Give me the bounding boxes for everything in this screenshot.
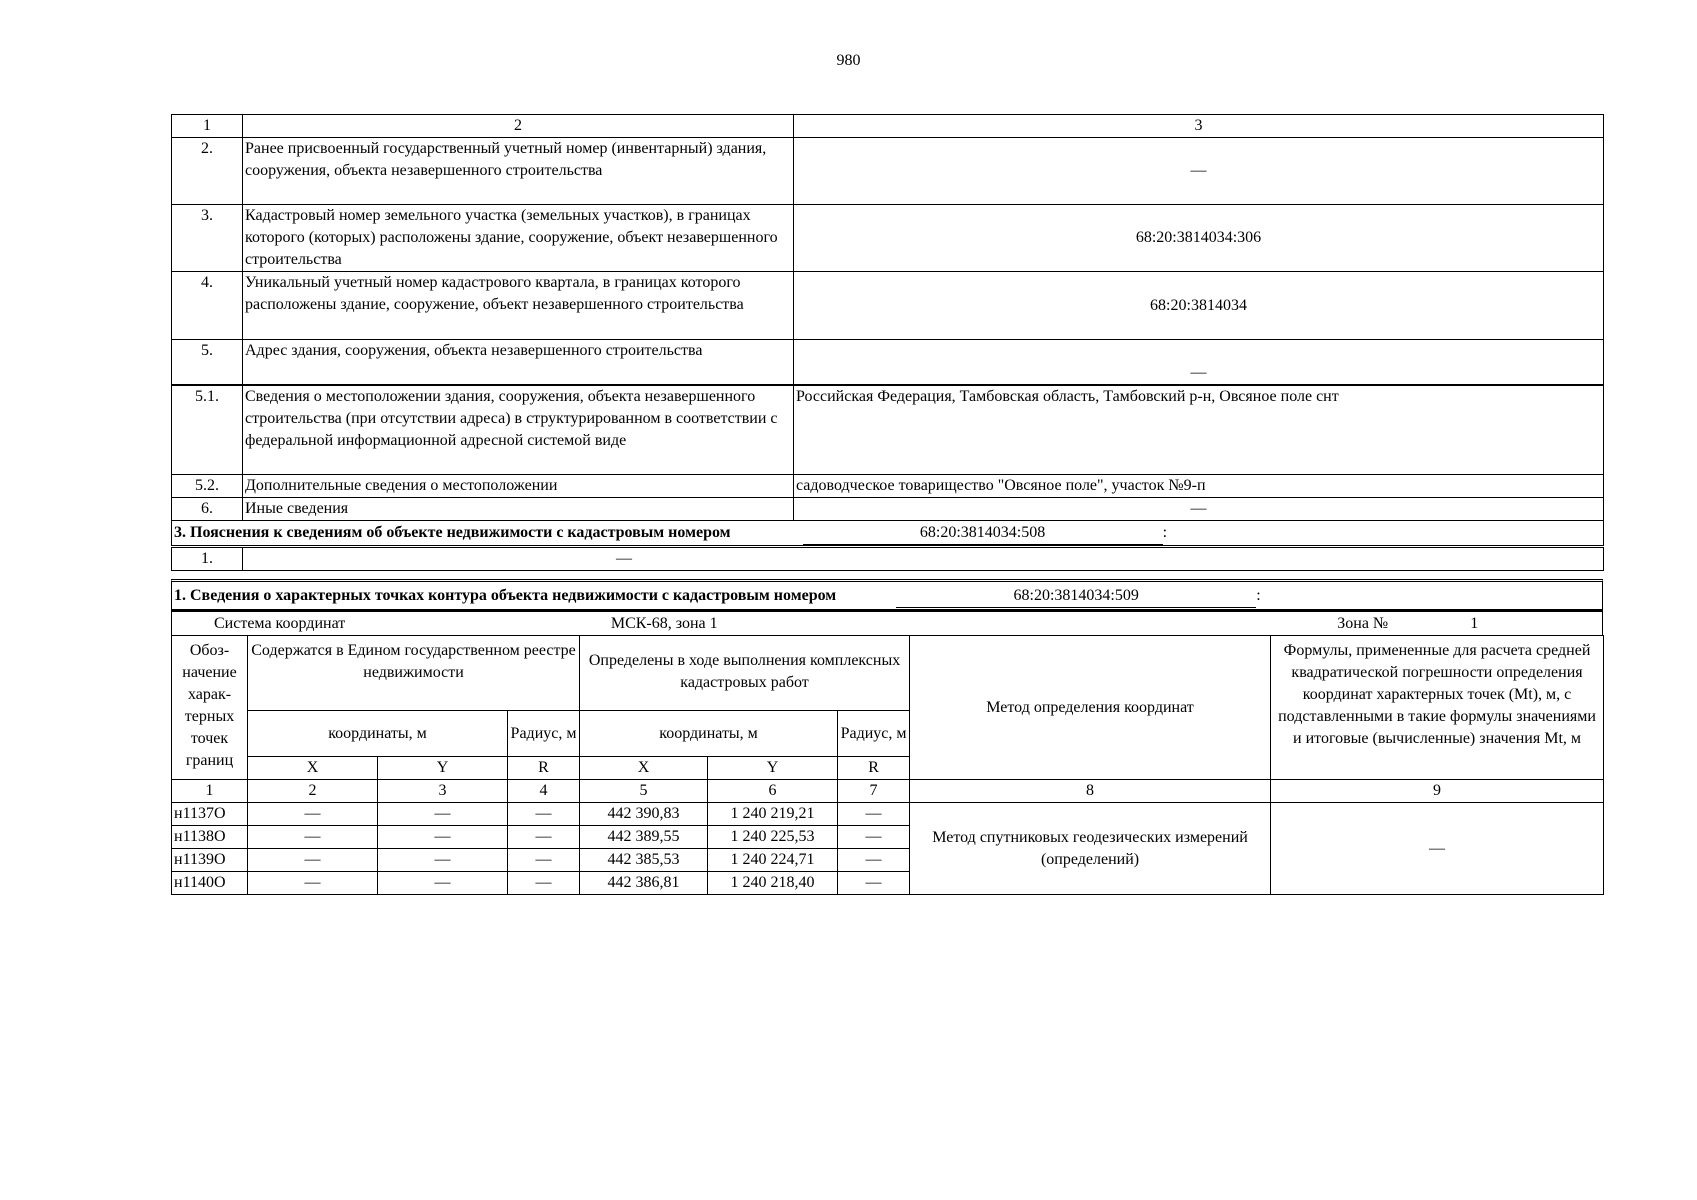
col-number: 9 — [1271, 780, 1604, 803]
complex-r: — — [838, 872, 910, 895]
header-complex-radius: Радиус, м — [838, 711, 910, 757]
header-egrn: Содержатся в Едином государственном реестре недвижимости — [248, 636, 580, 711]
col-number: 4 — [508, 780, 580, 803]
table-row — [172, 138, 1604, 205]
egrn-y: — — [378, 849, 508, 872]
header-complex-y: Y — [708, 757, 838, 780]
row-value: Российская Федерация, Тамбовская область, Тамбовский р-н, Овсяное поле снт — [794, 385, 1604, 475]
complex-x: 442 389,55 — [580, 826, 708, 849]
section1-colon: : — [1256, 587, 1261, 604]
row-label: Адрес здания, сооружения, объекта незавершенного строительства — [243, 340, 794, 385]
col-number: 2 — [248, 780, 378, 803]
page-number: 980 — [836, 52, 861, 69]
col-number: 3 — [378, 780, 508, 803]
row-number: 3. — [172, 205, 243, 272]
complex-r: — — [838, 849, 910, 872]
header-egrn-coords: координаты, м — [248, 711, 508, 757]
method-value: Метод спутниковых геодезических измерений (определений) — [910, 803, 1271, 895]
section1-title: 1. Сведения о характерных точках контура объекта недвижимости с кадастровым номером — [174, 587, 837, 604]
egrn-r: — — [508, 803, 580, 826]
egrn-x: — — [248, 803, 378, 826]
row-value: — — [243, 547, 1604, 571]
row-number: 6. — [172, 498, 243, 521]
table-row — [172, 272, 1604, 340]
row-number: 4. — [172, 272, 243, 340]
col-header-1: 1 — [172, 115, 243, 138]
section3-header-row — [172, 521, 1604, 547]
egrn-x: — — [248, 872, 378, 895]
table-header-row — [172, 115, 1604, 138]
table-row — [172, 803, 1604, 826]
col-number: 1 — [172, 780, 248, 803]
complex-y: 1 240 219,21 — [708, 803, 838, 826]
coord-system-value: МСК-68, зона 1 — [351, 613, 977, 636]
row-number: 5.2. — [172, 475, 243, 498]
object-details-table — [171, 114, 1604, 571]
header-complex-coords: координаты, м — [580, 711, 838, 757]
row-number: 1. — [172, 547, 243, 571]
header-complex-x: X — [580, 757, 708, 780]
egrn-y: — — [378, 872, 508, 895]
col-number: 5 — [580, 780, 708, 803]
boundary-points-table — [171, 635, 1604, 895]
header-egrn-radius: Радиус, м — [508, 711, 580, 757]
col-header-2: 2 — [243, 115, 794, 138]
coord-system-label: Система координат — [214, 615, 346, 632]
section3-header — [172, 521, 1604, 547]
row-value: — — [794, 498, 1604, 521]
table-row — [172, 205, 1604, 272]
header-method: Метод определения координат — [910, 636, 1271, 780]
row-value: 68:20:3814034:306 — [794, 205, 1604, 272]
header-designation: Обоз-начение харак-терных точек границ — [172, 636, 248, 780]
egrn-r: — — [508, 826, 580, 849]
row-value: — — [794, 340, 1604, 385]
row-value: — — [794, 138, 1604, 205]
egrn-y: — — [378, 826, 508, 849]
table-row — [172, 340, 1604, 385]
egrn-y: — — [378, 803, 508, 826]
coordinate-system-row — [171, 610, 1603, 636]
zone-label: Зона № — [1337, 615, 1389, 632]
header-egrn-x: X — [248, 757, 378, 780]
row-number: 5.1. — [172, 385, 243, 475]
complex-r: — — [838, 826, 910, 849]
column-number-row — [172, 780, 1604, 803]
section3-cadastral-number: 68:20:3814034:508 — [803, 522, 1163, 545]
col-number: 7 — [838, 780, 910, 803]
header-egrn-y: Y — [378, 757, 508, 780]
header-complex-r: R — [838, 757, 910, 780]
header-complex: Определены в ходе выполнения комплексных кадастровых работ — [580, 636, 910, 711]
row-label: Сведения о местоположении здания, сооружения, объекта незавершенного строительства (при отсутствии адреса) в структурированном в соответствии с федеральной информационной адресной системой виде — [243, 385, 794, 475]
point-id: н1140О — [172, 872, 248, 895]
complex-y: 1 240 225,53 — [708, 826, 838, 849]
header-formula: Формулы, примененные для расчета средней квадратической погрешности определения координат характерных точек (Mt), м, с подставленными в такие формулы значениями и итоговые (вычисленные) значения Mt, м — [1271, 636, 1604, 780]
row-label: Уникальный учетный номер кадастрового квартала, в границах которого расположены здание, сооружение, объект незавершенного строительства — [243, 272, 794, 340]
egrn-r: — — [508, 872, 580, 895]
col-number: 8 — [910, 780, 1271, 803]
col-header-3: 3 — [794, 115, 1604, 138]
col-number: 6 — [708, 780, 838, 803]
section3-colon: : — [1162, 523, 1168, 541]
section1-cadastral-number: 68:20:3814034:509 — [896, 585, 1256, 608]
complex-y: 1 240 218,40 — [708, 872, 838, 895]
row-number: 2. — [172, 138, 243, 205]
row-label: Дополнительные сведения о местоположении — [243, 475, 794, 498]
section1-header — [171, 579, 1603, 610]
point-id: н1137О — [172, 803, 248, 826]
complex-x: 442 385,53 — [580, 849, 708, 872]
complex-x: 442 390,83 — [580, 803, 708, 826]
row-label: Иные сведения — [243, 498, 794, 521]
row-value: 68:20:3814034 — [794, 272, 1604, 340]
egrn-r: — — [508, 849, 580, 872]
section3-title: 3. Пояснения к сведениям об объекте недвижимости с кадастровым номером — [174, 523, 731, 541]
table-row — [172, 498, 1604, 521]
table-row — [172, 475, 1604, 498]
row-value: садоводческое товарищество "Овсяное поле", участок №9-п — [794, 475, 1604, 498]
point-id: н1138О — [172, 826, 248, 849]
egrn-x: — — [248, 849, 378, 872]
complex-r: — — [838, 803, 910, 826]
egrn-x: — — [248, 826, 378, 849]
header-row-1 — [172, 636, 1604, 711]
zone-value: 1 — [1392, 613, 1556, 636]
table-row — [172, 385, 1604, 475]
point-id: н1139О — [172, 849, 248, 872]
header-egrn-r: R — [508, 757, 580, 780]
row-number: 5. — [172, 340, 243, 385]
row-label: Кадастровый номер земельного участка (земельных участков), в границах которого (которых) расположены здание, сооружение, объект незавершенного строительства — [243, 205, 794, 272]
formula-value: — — [1271, 803, 1604, 895]
complex-x: 442 386,81 — [580, 872, 708, 895]
complex-y: 1 240 224,71 — [708, 849, 838, 872]
section3-row — [172, 547, 1604, 571]
row-label: Ранее присвоенный государственный учетный номер (инвентарный) здания, сооружения, объекта незавершенного строительства — [243, 138, 794, 205]
